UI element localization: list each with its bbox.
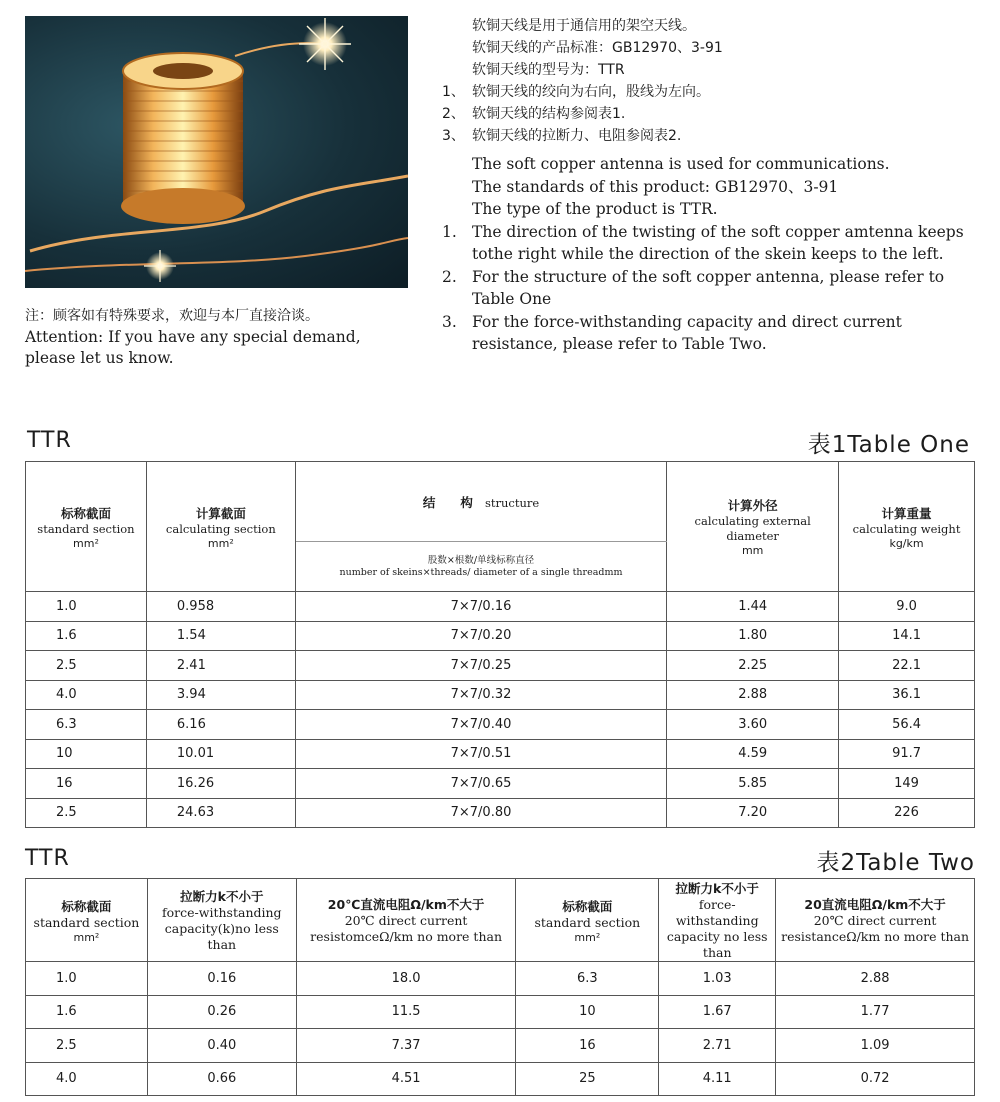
col-calculating-section (146, 462, 295, 592)
col-force-a (147, 879, 296, 962)
table-cell: 1.67 (659, 995, 776, 1029)
table-cell: 7×7/0.40 (295, 710, 667, 740)
table-header-row (26, 462, 975, 542)
header-en: 20℃ direct current resistomceΩ/km no more than (310, 913, 502, 944)
table-cell: 2.88 (776, 962, 975, 996)
header-en: force-withstanding capacity no less than (666, 897, 768, 960)
table-cell: 10 (26, 739, 147, 769)
table2-caption: 表2Table Two (816, 850, 975, 876)
table1-caption: 表1Table One (807, 432, 970, 458)
table-cell: 2.5 (26, 798, 147, 828)
table-row (26, 651, 975, 681)
col-standard-section-b (516, 879, 659, 962)
subheader-cn: 股数×根数/单线标称直径 (427, 554, 535, 566)
header-cn: 20直流电阻Ω/km不大于 (804, 897, 946, 912)
table-row (26, 621, 975, 651)
table-cell: 1.54 (146, 621, 295, 651)
table-cell: 11.5 (296, 995, 516, 1029)
header-en: structure (484, 495, 540, 510)
table-cell: 7×7/0.25 (295, 651, 667, 681)
item-text: The direction of the twisting of the soft copper amtenna keeps tothe right while the direction of the skein keeps to the left. (472, 222, 964, 263)
table-row (26, 1029, 975, 1063)
note-cn: 注：顾客如有特殊要求，欢迎与本厂直接洽谈。 (25, 308, 319, 324)
header-en: force-withstanding capacity(k)no less than (162, 905, 282, 952)
header-cn: 拉断力k不小于 (180, 889, 264, 904)
table-cell: 4.59 (667, 739, 839, 769)
table-cell: 3.60 (667, 710, 839, 740)
table-cell: 1.77 (776, 995, 975, 1029)
table-cell: 1.03 (659, 962, 776, 996)
en-line: The standards of this product: GB12970、3-91 (472, 177, 839, 196)
header-unit: mm² (73, 536, 99, 550)
table-cell: 2.5 (26, 651, 147, 681)
table-cell: 1.0 (26, 592, 147, 622)
note-en: Attention: If you have any special demand, please let us know. (25, 328, 361, 367)
table-row (26, 592, 975, 622)
cn-item (442, 81, 977, 103)
structure-table-body (26, 592, 975, 828)
header-cn: 标称截面 (60, 505, 111, 521)
table-cell: 10.01 (146, 739, 295, 769)
table-cell: 0.40 (147, 1029, 296, 1063)
subheader-en: number of skeins×threads/ diameter of a single threadmm (339, 566, 623, 578)
cn-item (442, 125, 977, 147)
table-cell: 6.3 (26, 710, 147, 740)
cn-line: 软铜天线的型号为：TTR (472, 62, 625, 78)
resistance-table-body (26, 962, 975, 1096)
attention-note (25, 306, 415, 369)
table-row (26, 962, 975, 996)
header-en: standard section (37, 521, 135, 536)
table-cell: 2.41 (146, 651, 295, 681)
table-cell: 1.0 (26, 962, 148, 996)
table-cell: 16 (516, 1029, 659, 1063)
col-structure (295, 462, 667, 542)
table-cell: 4.0 (26, 1062, 148, 1096)
header-unit: mm² (574, 930, 601, 944)
table-cell: 0.958 (146, 592, 295, 622)
table-cell: 1.09 (776, 1029, 975, 1063)
col-structure-sub (295, 542, 667, 592)
copper-spool-illustration (25, 16, 408, 288)
header-cn: 计算外径 (727, 498, 778, 513)
header-cn: 计算重量 (881, 505, 932, 521)
col-standard-section (26, 462, 147, 592)
header-en: standard section (33, 914, 140, 930)
item-text: 软铜天线的绞向为右向，股线为左向。 (472, 84, 710, 100)
table-cell: 10 (516, 995, 659, 1029)
col-external-diameter (667, 462, 839, 592)
resistance-table (25, 878, 975, 1096)
table-cell: 1.6 (26, 995, 148, 1029)
header-unit: mm² (207, 536, 234, 550)
col-resistance-b (776, 879, 975, 962)
table-cell: 22.1 (839, 651, 975, 681)
table2-model: TTR (25, 846, 70, 871)
description-cn (442, 15, 977, 147)
cn-line: 软铜天线的产品标准：GB12970、3-91 (472, 40, 723, 56)
item-number: 1、 (442, 84, 465, 100)
col-weight (839, 462, 975, 592)
table-header-row (26, 879, 975, 962)
item-number: 3、 (442, 128, 465, 144)
table-cell: 1.80 (667, 621, 839, 651)
item-number: 2. (442, 267, 457, 286)
table-cell: 2.88 (667, 680, 839, 710)
en-item (442, 221, 977, 266)
table-row (26, 769, 975, 799)
header-cn: 20℃直流电阻Ω/km不大于 (327, 897, 485, 912)
item-text: For the force-withstanding capacity and direct current resistance, please refer to Table Two. (472, 312, 902, 353)
header-en: calculating weight (852, 521, 961, 536)
header-cn: 拉断力k不小于 (675, 881, 759, 896)
table-cell: 1.6 (26, 621, 147, 651)
header-cn: 标称截面 (61, 898, 112, 914)
header-unit: mm² (73, 930, 100, 944)
en-item (442, 311, 977, 356)
table-cell: 226 (839, 798, 975, 828)
item-text: For the structure of the soft copper antenna, please refer to Table One (472, 267, 945, 308)
header-unit: kg/km (889, 536, 924, 550)
table-cell: 7×7/0.51 (295, 739, 667, 769)
item-number: 1. (442, 222, 457, 241)
table-cell: 14.1 (839, 621, 975, 651)
table-row (26, 739, 975, 769)
header-cn: 结 构 (422, 494, 473, 510)
en-item (442, 266, 977, 311)
product-photo (25, 16, 408, 288)
table-cell: 18.0 (296, 962, 516, 996)
table-cell: 7×7/0.16 (295, 592, 667, 622)
item-text: 软铜天线的结构参阅表1. (472, 106, 626, 122)
table-cell: 4.51 (296, 1062, 516, 1096)
header-en: 20℃ direct current resistanceΩ/km no more than (781, 913, 970, 944)
table-row (26, 680, 975, 710)
structure-table (25, 461, 975, 828)
header-cn: 标称截面 (562, 898, 613, 914)
table1-model: TTR (27, 428, 72, 453)
table-cell: 1.44 (667, 592, 839, 622)
table-row (26, 995, 975, 1029)
cn-item (442, 103, 977, 125)
table-cell: 6.3 (516, 962, 659, 996)
table-row (26, 710, 975, 740)
header-en: calculating section (165, 521, 276, 536)
table-row (26, 1062, 975, 1096)
table-cell: 36.1 (839, 680, 975, 710)
table-cell: 2.5 (26, 1029, 148, 1063)
table-cell: 24.63 (146, 798, 295, 828)
table-cell: 6.16 (146, 710, 295, 740)
cn-line: 软铜天线是用于通信用的架空天线。 (472, 18, 696, 34)
en-line: The soft copper antenna is used for communications. (472, 155, 890, 173)
table-cell: 7×7/0.32 (295, 680, 667, 710)
col-force-b (659, 879, 776, 962)
table-cell: 7×7/0.20 (295, 621, 667, 651)
description-en (442, 153, 977, 356)
table-cell: 0.16 (147, 962, 296, 996)
table-cell: 7×7/0.80 (295, 798, 667, 828)
en-line: The type of the product is TTR. (472, 200, 718, 218)
table-cell: 4.0 (26, 680, 147, 710)
table-cell: 25 (516, 1062, 659, 1096)
table-cell: 91.7 (839, 739, 975, 769)
table-cell: 7×7/0.65 (295, 769, 667, 799)
col-standard-section-a (26, 879, 148, 962)
table-cell: 16.26 (146, 769, 295, 799)
table-cell: 2.25 (667, 651, 839, 681)
table-cell: 9.0 (839, 592, 975, 622)
col-resistance-a (296, 879, 516, 962)
header-unit: mm (741, 544, 764, 557)
table-cell: 4.11 (659, 1062, 776, 1096)
table-cell: 0.66 (147, 1062, 296, 1096)
table-cell: 7.20 (667, 798, 839, 828)
table-cell: 56.4 (839, 710, 975, 740)
item-text: 软铜天线的拉断力、电阻参阅表2. (472, 128, 682, 144)
table-cell: 5.85 (667, 769, 839, 799)
table-cell: 0.72 (776, 1062, 975, 1096)
header-en: calculating external diameter (694, 514, 811, 543)
header-en: standard section (534, 914, 641, 930)
table-cell: 3.94 (146, 680, 295, 710)
table-cell: 16 (26, 769, 147, 799)
table-cell: 0.26 (147, 995, 296, 1029)
item-number: 3. (442, 312, 457, 331)
table-cell: 2.71 (659, 1029, 776, 1063)
item-number: 2、 (442, 106, 465, 122)
table-cell: 7.37 (296, 1029, 516, 1063)
product-description (442, 15, 977, 356)
header-cn: 计算截面 (195, 505, 246, 521)
table-cell: 149 (839, 769, 975, 799)
table-row (26, 798, 975, 828)
